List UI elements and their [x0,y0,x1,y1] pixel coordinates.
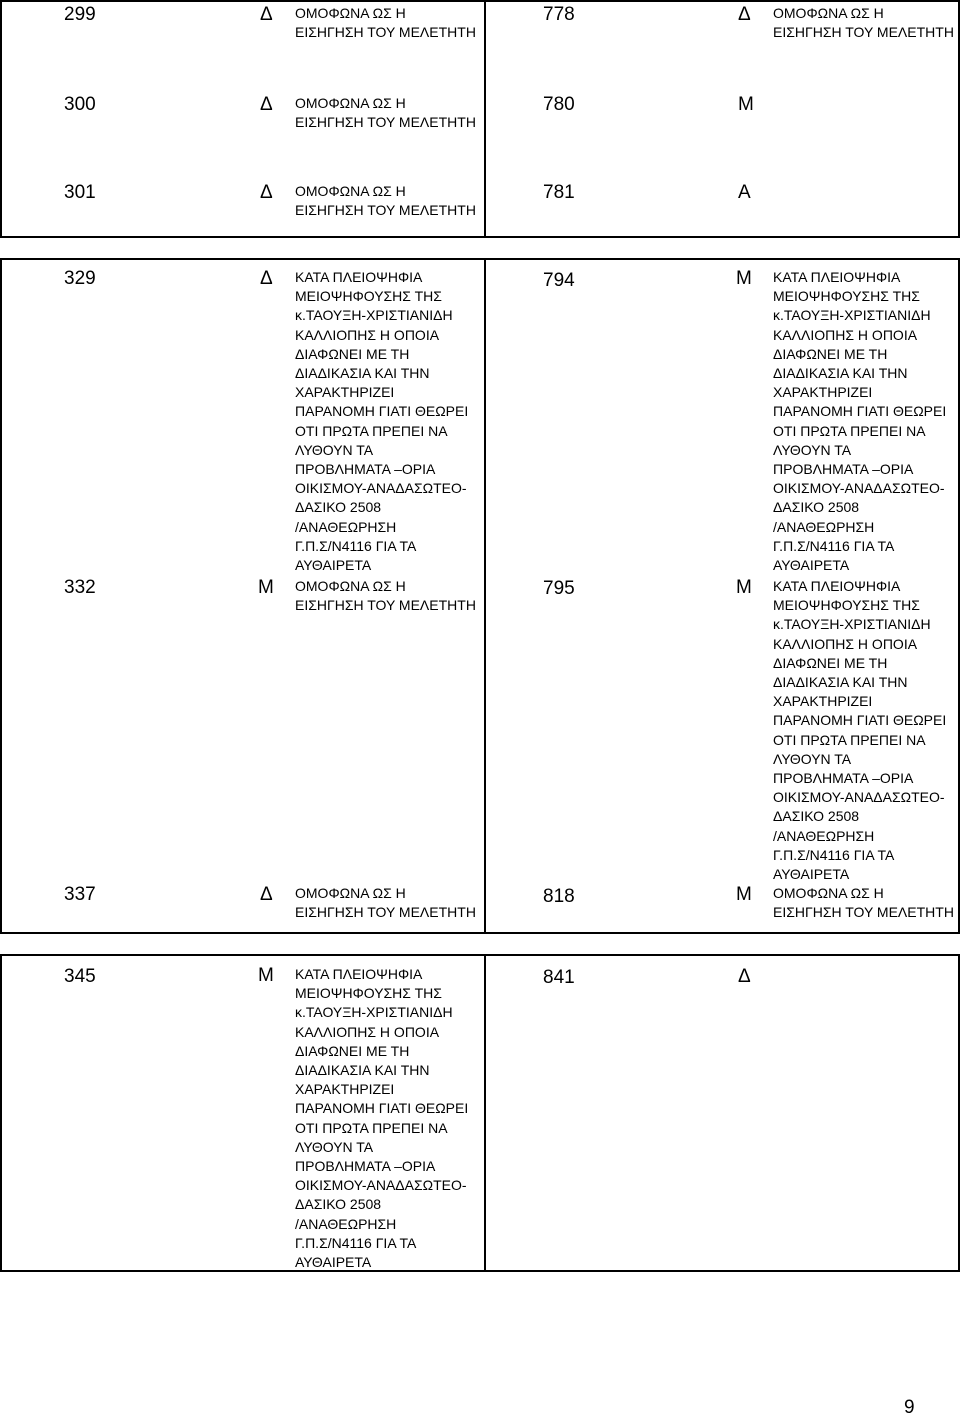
entry-code: Δ [738,966,751,987]
entry-note: ΚΑΤΑ ΠΛΕΙΟΨΗΦΙΑ ΜΕΙΟΨΗΦΟΥΣΗΣ ΤΗΣ κ.ΤΑΟΥΞΗ-ΧΡΙΣΤΙΑΝΙΔΗ ΚΑΛΛΙΟΠΗΣ Η ΟΠΟΙΑ ΔΙΑΦΩΝΕΙ ΜΕ ΤΗ ΔΙΑΔΙΚΑΣΙΑ ΚΑΙ ΤΗΝ ΧΑΡΑΚΤΗΡΙΖΕΙ ΠΑΡΑΝΟΜΗ ΓΙΑΤΙ ΘΕΩΡΕΙ ΟΤΙ ΠΡΩΤΑ ΠΡΕΠΕΙ ΝΑ ΛΥΘΟΥΝ ΤΑ ΠΡΟΒΛΗΜΑΤΑ –ΟΡΙΑ ΟΙΚΙΣΜΟΥ-ΑΝΑΔΑΣΩΤΕΟ- ΔΑΣΙΚΟ 2508 /ΑΝΑΘΕΩΡΗΣΗ Γ.Π.Σ/Ν4116 ΓΙΑ ΤΑ ΑΥΘΑΙΡΕΤΑ [773,578,947,883]
entry-number: 778 [543,4,575,25]
entry-note: ΟΜΟΦΩΝΑ ΩΣ Η ΕΙΣΗΓΗΣΗ ΤΟΥ ΜΕΛΕΤΗΤΗ [295,183,476,219]
entry-note: ΟΜΟΦΩΝΑ ΩΣ Η ΕΙΣΗΓΗΣΗ ΤΟΥ ΜΕΛΕΤΗΤΗ [295,578,476,614]
entry-number: 332 [64,577,96,598]
entry-code: Μ [738,94,754,115]
entry-code: Μ [736,884,752,905]
entry-code: Α [738,182,751,203]
entry-code: Δ [260,182,273,203]
entry-code: Δ [738,4,751,25]
entry-number: 337 [64,884,96,905]
entry-number: 301 [64,182,96,203]
entry-note: ΚΑΤΑ ΠΛΕΙΟΨΗΦΙΑ ΜΕΙΟΨΗΦΟΥΣΗΣ ΤΗΣ κ.ΤΑΟΥΞΗ-ΧΡΙΣΤΙΑΝΙΔΗ ΚΑΛΛΙΟΠΗΣ Η ΟΠΟΙΑ ΔΙΑΦΩΝΕΙ ΜΕ ΤΗ ΔΙΑΔΙΚΑΣΙΑ ΚΑΙ ΤΗΝ ΧΑΡΑΚΤΗΡΙΖΕΙ ΠΑΡΑΝΟΜΗ ΓΙΑΤΙ ΘΕΩΡΕΙ ΟΤΙ ΠΡΩΤΑ ΠΡΕΠΕΙ ΝΑ ΛΥΘΟΥΝ ΤΑ ΠΡΟΒΛΗΜΑΤΑ –ΟΡΙΑ ΟΙΚΙΣΜΟΥ-ΑΝΑΔΑΣΩΤΕΟ- ΔΑΣΙΚΟ 2508 /ΑΝΑΘΕΩΡΗΣΗ Γ.Π.Σ/Ν4116 ΓΙΑ ΤΑ ΑΥΘΑΙΡΕΤΑ [773,269,947,574]
entry-number: 818 [543,886,575,907]
entry-number: 329 [64,268,96,289]
entry-note: ΚΑΤΑ ΠΛΕΙΟΨΗΦΙΑ ΜΕΙΟΨΗΦΟΥΣΗΣ ΤΗΣ κ.ΤΑΟΥΞΗ-ΧΡΙΣΤΙΑΝΙΔΗ ΚΑΛΛΙΟΠΗΣ Η ΟΠΟΙΑ ΔΙΑΦΩΝΕΙ ΜΕ ΤΗ ΔΙΑΔΙΚΑΣΙΑ ΚΑΙ ΤΗΝ ΧΑΡΑΚΤΗΡΙΖΕΙ ΠΑΡΑΝΟΜΗ ΓΙΑΤΙ ΘΕΩΡΕΙ ΟΤΙ ΠΡΩΤΑ ΠΡΕΠΕΙ ΝΑ ΛΥΘΟΥΝ ΤΑ ΠΡΟΒΛΗΜΑΤΑ –ΟΡΙΑ ΟΙΚΙΣΜΟΥ-ΑΝΑΔΑΣΩΤΕΟ- ΔΑΣΙΚΟ 2508 /ΑΝΑΘΕΩΡΗΣΗ Γ.Π.Σ/Ν4116 ΓΙΑ ΤΑ ΑΥΘΑΙΡΕΤΑ [295,966,469,1271]
entry-code: Μ [258,965,274,986]
entry-code: Δ [260,884,273,905]
entry-code: Δ [260,4,273,25]
entry-code: Μ [736,577,752,598]
entry-code: Δ [260,94,273,115]
entry-note: ΟΜΟΦΩΝΑ ΩΣ Η ΕΙΣΗΓΗΣΗ ΤΟΥ ΜΕΛΕΤΗΤΗ [295,5,476,41]
entry-number: 781 [543,182,575,203]
entry-number: 780 [543,94,575,115]
entry-code: Μ [736,268,752,289]
entry-number: 345 [64,966,96,987]
page-number: 9 [904,1397,915,1418]
entry-note: ΟΜΟΦΩΝΑ ΩΣ Η ΕΙΣΗΓΗΣΗ ΤΟΥ ΜΕΛΕΤΗΤΗ [773,5,954,41]
entry-code: Δ [260,268,273,289]
entry-code: Μ [258,577,274,598]
entry-note: ΟΜΟΦΩΝΑ ΩΣ Η ΕΙΣΗΓΗΣΗ ΤΟΥ ΜΕΛΕΤΗΤΗ [773,885,954,921]
entry-note: ΚΑΤΑ ΠΛΕΙΟΨΗΦΙΑ ΜΕΙΟΨΗΦΟΥΣΗΣ ΤΗΣ κ.ΤΑΟΥΞΗ-ΧΡΙΣΤΙΑΝΙΔΗ ΚΑΛΛΙΟΠΗΣ Η ΟΠΟΙΑ ΔΙΑΦΩΝΕΙ ΜΕ ΤΗ ΔΙΑΔΙΚΑΣΙΑ ΚΑΙ ΤΗΝ ΧΑΡΑΚΤΗΡΙΖΕΙ ΠΑΡΑΝΟΜΗ ΓΙΑΤΙ ΘΕΩΡΕΙ ΟΤΙ ΠΡΩΤΑ ΠΡΕΠΕΙ ΝΑ ΛΥΘΟΥΝ ΤΑ ΠΡΟΒΛΗΜΑΤΑ –ΟΡΙΑ ΟΙΚΙΣΜΟΥ-ΑΝΑΔΑΣΩΤΕΟ- ΔΑΣΙΚΟ 2508 /ΑΝΑΘΕΩΡΗΣΗ Γ.Π.Σ/Ν4116 ΓΙΑ ΤΑ ΑΥΘΑΙΡΕΤΑ [295,269,469,574]
entry-number: 841 [543,967,575,988]
entry-number: 300 [64,94,96,115]
entry-number: 794 [543,270,575,291]
entry-note: ΟΜΟΦΩΝΑ ΩΣ Η ΕΙΣΗΓΗΣΗ ΤΟΥ ΜΕΛΕΤΗΤΗ [295,95,476,131]
entry-note: ΟΜΟΦΩΝΑ ΩΣ Η ΕΙΣΗΓΗΣΗ ΤΟΥ ΜΕΛΕΤΗΤΗ [295,885,476,921]
entry-number: 299 [64,4,96,25]
entry-number: 795 [543,578,575,599]
